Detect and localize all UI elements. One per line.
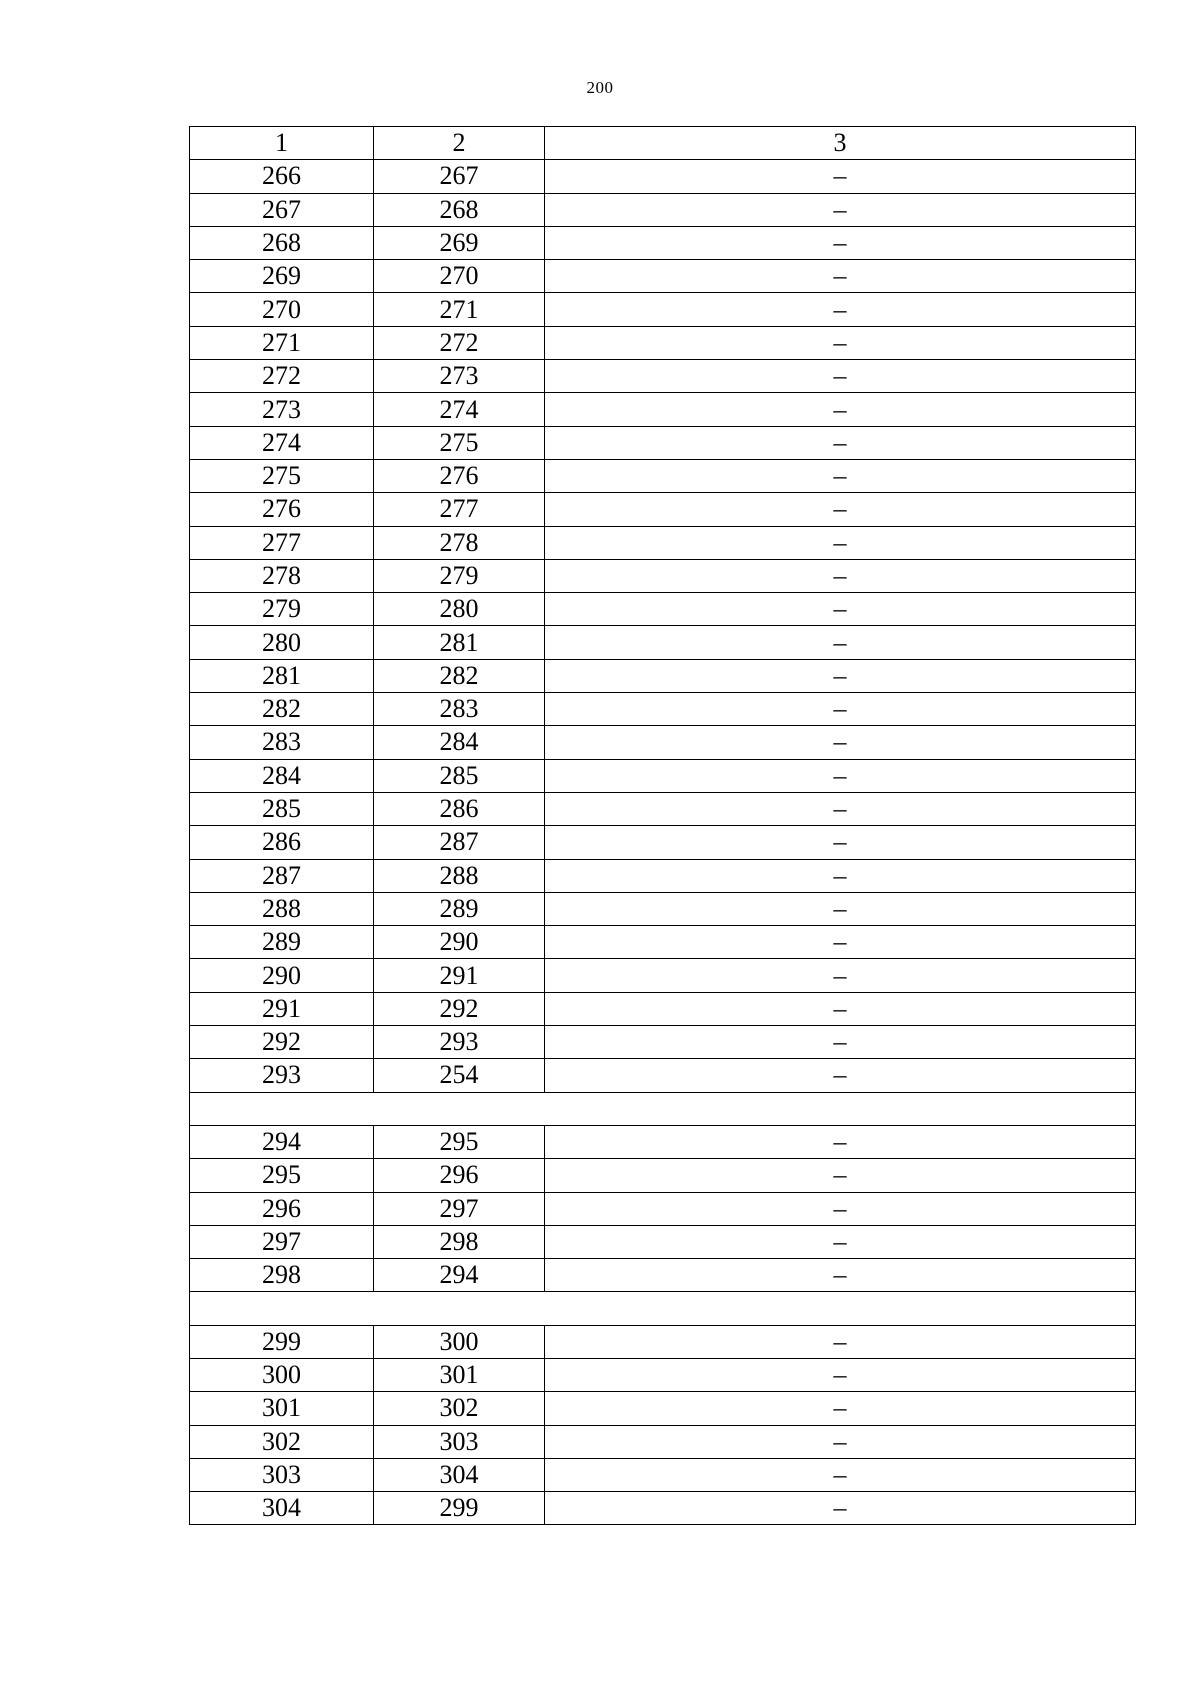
table-cell: 273 bbox=[374, 360, 545, 393]
table-cell: 297 bbox=[374, 1192, 545, 1225]
table-cell: 275 bbox=[190, 459, 374, 492]
table-cell: – bbox=[545, 1026, 1136, 1059]
table-cell: 300 bbox=[190, 1358, 374, 1391]
table-cell: 288 bbox=[374, 859, 545, 892]
table-cell: 299 bbox=[190, 1325, 374, 1358]
table-row bbox=[190, 693, 1136, 726]
table-body bbox=[190, 127, 1136, 1525]
table-cell: 267 bbox=[374, 160, 545, 193]
table-cell: 285 bbox=[374, 759, 545, 792]
table-cell: – bbox=[545, 426, 1136, 459]
table-cell: – bbox=[545, 226, 1136, 259]
table-cell: 291 bbox=[374, 959, 545, 992]
table-row bbox=[190, 826, 1136, 859]
table-cell: – bbox=[545, 1492, 1136, 1525]
table-row bbox=[190, 559, 1136, 592]
table-cell: 290 bbox=[374, 926, 545, 959]
table-cell: – bbox=[545, 193, 1136, 226]
table-row bbox=[190, 1026, 1136, 1059]
table-cell: – bbox=[545, 260, 1136, 293]
table-row bbox=[190, 859, 1136, 892]
table-cell: – bbox=[545, 459, 1136, 492]
table-cell: – bbox=[545, 1425, 1136, 1458]
table-row bbox=[190, 892, 1136, 925]
table-cell: 287 bbox=[190, 859, 374, 892]
table-row bbox=[190, 1325, 1136, 1358]
table-cell: – bbox=[545, 959, 1136, 992]
table-cell: 279 bbox=[190, 593, 374, 626]
table-row bbox=[190, 160, 1136, 193]
table-cell: 282 bbox=[190, 693, 374, 726]
table-cell: 297 bbox=[190, 1225, 374, 1258]
table-separator-row bbox=[190, 1092, 1136, 1125]
table-cell: – bbox=[545, 892, 1136, 925]
table-cell: 280 bbox=[374, 593, 545, 626]
table-cell: 280 bbox=[190, 626, 374, 659]
table-row bbox=[190, 426, 1136, 459]
table-cell: 292 bbox=[190, 1026, 374, 1059]
table-row bbox=[190, 792, 1136, 825]
table-cell: – bbox=[545, 1159, 1136, 1192]
table-cell: – bbox=[545, 1458, 1136, 1491]
table-cell: 296 bbox=[190, 1192, 374, 1225]
table-cell: 285 bbox=[190, 792, 374, 825]
table-cell: 272 bbox=[190, 360, 374, 393]
table-row bbox=[190, 1392, 1136, 1425]
table-cell: 304 bbox=[374, 1458, 545, 1491]
table-row bbox=[190, 193, 1136, 226]
table-row bbox=[190, 1458, 1136, 1491]
table-cell: – bbox=[545, 393, 1136, 426]
table-cell: – bbox=[545, 1392, 1136, 1425]
table-cell: 287 bbox=[374, 826, 545, 859]
table-cell: 303 bbox=[190, 1458, 374, 1491]
table-separator-cell bbox=[190, 1092, 1136, 1125]
table-separator-cell bbox=[190, 1292, 1136, 1325]
table-row bbox=[190, 260, 1136, 293]
table-cell: 277 bbox=[190, 526, 374, 559]
table-cell: – bbox=[545, 326, 1136, 359]
table-cell: 269 bbox=[374, 226, 545, 259]
table-row bbox=[190, 226, 1136, 259]
table-cell: 272 bbox=[374, 326, 545, 359]
table-cell: 282 bbox=[374, 659, 545, 692]
table-cell: 289 bbox=[190, 926, 374, 959]
table-cell: 298 bbox=[190, 1259, 374, 1292]
table-cell: 290 bbox=[190, 959, 374, 992]
table-cell: 254 bbox=[374, 1059, 545, 1092]
table-row bbox=[190, 1225, 1136, 1258]
table-row bbox=[190, 1159, 1136, 1192]
table-cell: 271 bbox=[374, 293, 545, 326]
table-cell: – bbox=[545, 1192, 1136, 1225]
data-table bbox=[189, 126, 1136, 1525]
table-row bbox=[190, 526, 1136, 559]
table-cell: 274 bbox=[374, 393, 545, 426]
table-cell: 302 bbox=[190, 1425, 374, 1458]
table-cell: 276 bbox=[190, 493, 374, 526]
table-cell: 275 bbox=[374, 426, 545, 459]
table-cell: 276 bbox=[374, 459, 545, 492]
table-cell: – bbox=[545, 526, 1136, 559]
table-cell: 273 bbox=[190, 393, 374, 426]
table-row bbox=[190, 493, 1136, 526]
table-cell: – bbox=[545, 992, 1136, 1025]
table-row bbox=[190, 293, 1136, 326]
table-row bbox=[190, 626, 1136, 659]
column-header: 2 bbox=[374, 127, 545, 160]
table-row bbox=[190, 593, 1136, 626]
table-row bbox=[190, 1192, 1136, 1225]
table-row bbox=[190, 1059, 1136, 1092]
table-cell: 277 bbox=[374, 493, 545, 526]
table-cell: 292 bbox=[374, 992, 545, 1025]
table-row bbox=[190, 459, 1136, 492]
table-cell: 295 bbox=[190, 1159, 374, 1192]
table-cell: – bbox=[545, 1358, 1136, 1391]
table-cell: 278 bbox=[190, 559, 374, 592]
table-cell: – bbox=[545, 559, 1136, 592]
table-header-row bbox=[190, 127, 1136, 160]
table-cell: – bbox=[545, 659, 1136, 692]
table-cell: 283 bbox=[190, 726, 374, 759]
table-cell: – bbox=[545, 493, 1136, 526]
table-cell: 284 bbox=[374, 726, 545, 759]
table-cell: – bbox=[545, 826, 1136, 859]
column-header: 3 bbox=[545, 127, 1136, 160]
table-row bbox=[190, 992, 1136, 1025]
table-row bbox=[190, 959, 1136, 992]
table-row bbox=[190, 1425, 1136, 1458]
table-cell: 286 bbox=[190, 826, 374, 859]
page-number: 200 bbox=[586, 78, 614, 97]
table-cell: 294 bbox=[190, 1125, 374, 1158]
table-cell: 268 bbox=[190, 226, 374, 259]
table-row bbox=[190, 926, 1136, 959]
table-cell: 269 bbox=[190, 260, 374, 293]
table-cell: 274 bbox=[190, 426, 374, 459]
table-cell: 302 bbox=[374, 1392, 545, 1425]
table-row bbox=[190, 393, 1136, 426]
table-cell: 266 bbox=[190, 160, 374, 193]
table-row bbox=[190, 1492, 1136, 1525]
table-cell: 303 bbox=[374, 1425, 545, 1458]
table-cell: 289 bbox=[374, 892, 545, 925]
table-cell: 288 bbox=[190, 892, 374, 925]
table-row bbox=[190, 1125, 1136, 1158]
table-cell: 268 bbox=[374, 193, 545, 226]
table-row bbox=[190, 1259, 1136, 1292]
table-cell: 283 bbox=[374, 693, 545, 726]
table-row bbox=[190, 759, 1136, 792]
table-cell: 278 bbox=[374, 526, 545, 559]
table-cell: – bbox=[545, 293, 1136, 326]
table-cell: 301 bbox=[374, 1358, 545, 1391]
table-cell: – bbox=[545, 1325, 1136, 1358]
table-cell: 279 bbox=[374, 559, 545, 592]
table-cell: 295 bbox=[374, 1125, 545, 1158]
table-cell: 281 bbox=[374, 626, 545, 659]
table-cell: 270 bbox=[374, 260, 545, 293]
table-cell: – bbox=[545, 726, 1136, 759]
column-header: 1 bbox=[190, 127, 374, 160]
table-cell: 281 bbox=[190, 659, 374, 692]
table-cell: 301 bbox=[190, 1392, 374, 1425]
table-cell: – bbox=[545, 1059, 1136, 1092]
table-cell: 296 bbox=[374, 1159, 545, 1192]
table-cell: 267 bbox=[190, 193, 374, 226]
table-cell: – bbox=[545, 693, 1136, 726]
table-cell: 304 bbox=[190, 1492, 374, 1525]
table-cell: 300 bbox=[374, 1325, 545, 1358]
table-cell: – bbox=[545, 759, 1136, 792]
table-cell: 286 bbox=[374, 792, 545, 825]
table-cell: – bbox=[545, 160, 1136, 193]
table-cell: – bbox=[545, 626, 1136, 659]
table-cell: – bbox=[545, 1225, 1136, 1258]
table-cell: – bbox=[545, 1259, 1136, 1292]
table-cell: 294 bbox=[374, 1259, 545, 1292]
table-cell: – bbox=[545, 792, 1136, 825]
table-cell: 299 bbox=[374, 1492, 545, 1525]
table-cell: – bbox=[545, 593, 1136, 626]
table-cell: 284 bbox=[190, 759, 374, 792]
table-separator-row bbox=[190, 1292, 1136, 1325]
table-cell: – bbox=[545, 360, 1136, 393]
table-cell: 293 bbox=[374, 1026, 545, 1059]
table-row bbox=[190, 326, 1136, 359]
table-cell: – bbox=[545, 926, 1136, 959]
table-row bbox=[190, 726, 1136, 759]
table-cell: – bbox=[545, 859, 1136, 892]
table-row bbox=[190, 360, 1136, 393]
table-row bbox=[190, 659, 1136, 692]
table-row bbox=[190, 1358, 1136, 1391]
table-cell: 270 bbox=[190, 293, 374, 326]
table-cell: 298 bbox=[374, 1225, 545, 1258]
table-cell: – bbox=[545, 1125, 1136, 1158]
table-cell: 293 bbox=[190, 1059, 374, 1092]
table-cell: 291 bbox=[190, 992, 374, 1025]
table-cell: 271 bbox=[190, 326, 374, 359]
